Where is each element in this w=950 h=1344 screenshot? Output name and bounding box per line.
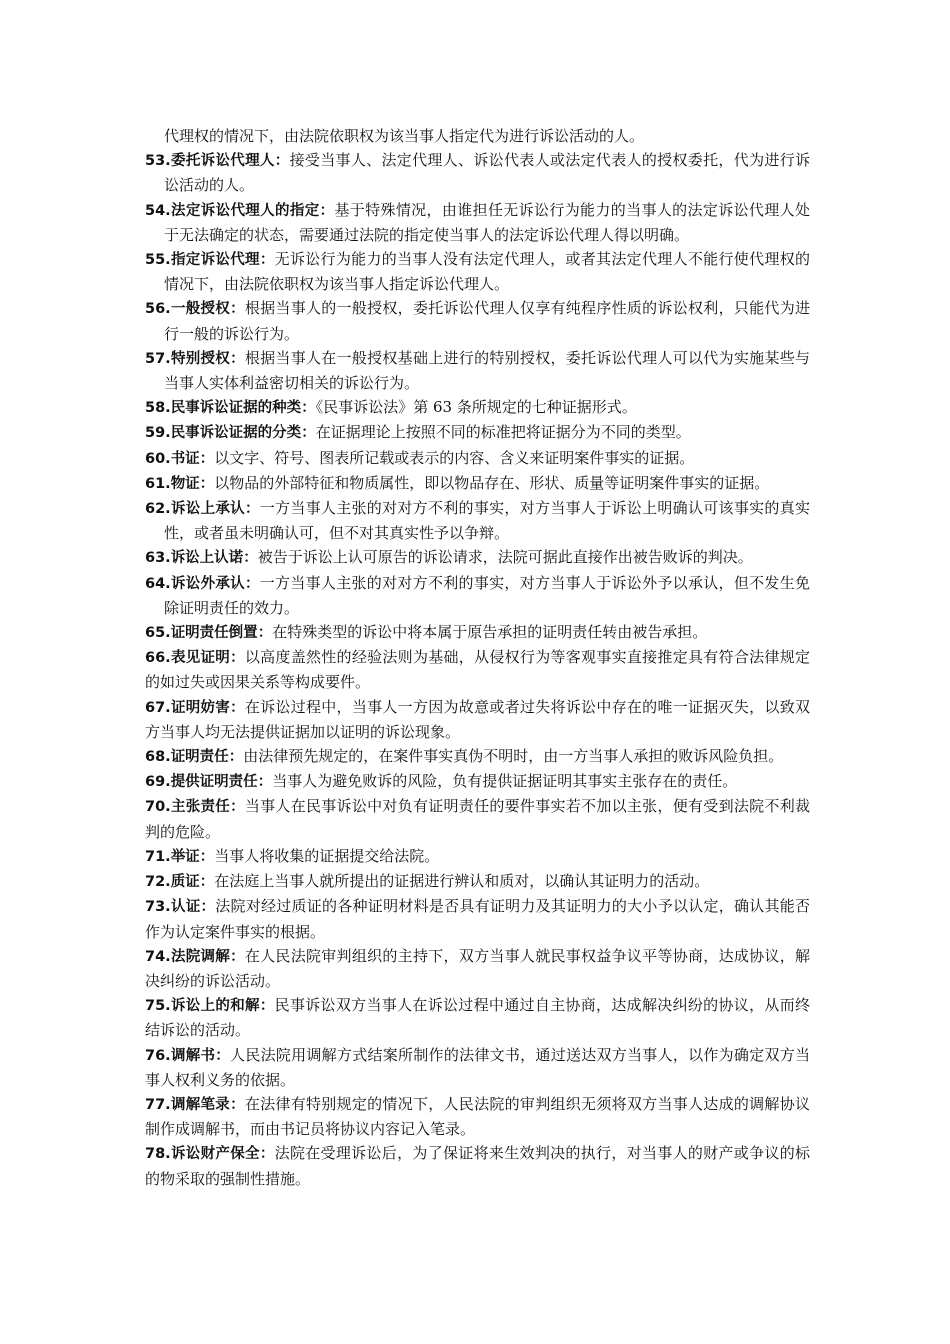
entry-definition: 以高度盖然性的经验法则为基础，从侵权行为等客观事实直接推定具有符合法律规定的如过失或因果关系等构成要件。 xyxy=(145,648,810,692)
entry-term: 证明责任 xyxy=(170,749,229,766)
entry-definition: 人民法院用调解方式结案所制作的法律文书，通过送达双方当事人，以作为确定双方当事人权利义务的依据。 xyxy=(145,1045,811,1089)
entry-term: 民事诉讼证据的分类 xyxy=(170,425,302,442)
entry-number: 77. xyxy=(145,1096,171,1113)
entry-term: 一般授权 xyxy=(170,301,231,318)
entry-definition: 以文字、符号、图表所记载或表示的内容、含义来证明案件事实的证据。 xyxy=(214,448,695,467)
entry-definition: 接受当事人、法定代理人、诉讼代表人或法定代表人的授权委托，代为进行诉讼活动的人。 xyxy=(164,151,811,195)
entry-term: 认证 xyxy=(170,899,201,916)
entry-term: 质证 xyxy=(170,874,200,891)
glossary-entry xyxy=(145,571,810,620)
entry-separator: ： xyxy=(215,1047,231,1064)
entry-separator: ： xyxy=(257,774,273,791)
entry-definition: 基于特殊情况，由谁担任无诉讼行为能力的当事人的法定诉讼代理人处于无法确定的状态，需要通过法院的指定使当事人的法定诉讼代理人得以明确。 xyxy=(164,200,810,244)
glossary-entry xyxy=(145,1043,810,1092)
entry-number: 62. xyxy=(145,501,171,518)
entry-definition: 根据当事人的一般授权，委托诉讼代理人仅享有纯程序性质的诉讼权利，只能代为进行一般的诉讼行为。 xyxy=(164,299,810,343)
glossary-entry xyxy=(145,471,810,496)
entry-definition: 在法律有特别规定的情况下，人民法院的审判组织无须将双方当事人达成的调解协议制作成调解书，而由书记员将协议内容记入笔录。 xyxy=(145,1094,810,1139)
entry-number: 74. xyxy=(145,948,171,965)
entry-definition: 当事人将收集的证据提交给法院。 xyxy=(214,846,440,865)
glossary-entry xyxy=(145,894,810,943)
entry-number: 53. xyxy=(145,153,171,170)
entry-term: 诉讼上认诺 xyxy=(170,550,244,567)
entry-definition: 被告于诉讼上认可原告的诉讼请求，法院可据此直接作出被告败诉的判决。 xyxy=(257,548,753,567)
entry-definition: 根据当事人在一般授权基础上进行的特别授权，委托诉讼代理人可以代为实施某些与当事人实体利益密切相关的诉讼行为。 xyxy=(164,348,810,393)
entry-definition: 法院在受理诉讼后，为了保证将来生效判决的执行，对当事人的财产或争议的标的物采取的强制性措施。 xyxy=(145,1144,811,1188)
glossary-entry xyxy=(145,844,810,869)
entry-term: 表见证明 xyxy=(170,650,231,667)
entry-definition: 在证据理论上按照不同的标准把将证据分为不同的类型。 xyxy=(315,423,691,442)
entry-number: 72. xyxy=(145,874,171,891)
entry-number: 66. xyxy=(145,650,171,667)
entry-definition: 在特殊类型的诉讼中将本属于原告承担的证明责任转由被告承担。 xyxy=(272,623,708,642)
glossary-entry xyxy=(145,545,810,570)
entry-definition: 以物品的外部特征和物质属性，即以物品存在、形状、质量等证明案件事实的证据。 xyxy=(214,473,770,492)
entry-number: 73. xyxy=(145,899,171,916)
entry-term: 指定诉讼代理 xyxy=(170,252,260,269)
entry-definition: 民事诉讼双方当事人在诉讼过程中通过自主协商，达成解决纠纷的协议，从而终结诉讼的活动。 xyxy=(145,996,811,1040)
glossary-entry xyxy=(145,446,810,471)
entry-separator: ： xyxy=(230,350,245,367)
glossary-entry xyxy=(145,247,810,296)
entry-number: 57. xyxy=(145,350,171,367)
entry-separator: ： xyxy=(199,874,215,891)
entry-separator: ： xyxy=(243,550,258,567)
glossary-entry xyxy=(145,993,810,1042)
entry-definition: 当事人在民事诉讼中对负有证明责任的要件事实若不加以主张，便有受到法院不利裁判的危险。 xyxy=(145,797,810,841)
glossary-entry xyxy=(145,944,810,993)
entry-definition: 当事人为避免败诉的风险，负有提供证据证明其事实主张存在的责任。 xyxy=(272,772,738,791)
glossary-page xyxy=(145,124,810,1191)
glossary-entry xyxy=(145,496,810,545)
entry-definition: 由法律预先规定的，在案件事实真伪不明时，由一方当事人承担的败诉风险负担。 xyxy=(243,747,784,766)
glossary-entry xyxy=(145,296,810,345)
entry-term: 法院调解 xyxy=(170,948,231,965)
glossary-entry xyxy=(145,645,810,694)
entry-number: 68. xyxy=(145,749,171,766)
glossary-entry xyxy=(145,1141,810,1190)
entry-term: 调解笔录 xyxy=(170,1096,231,1113)
entry-definition: 一方当事人主张的对对方不利的事实，对方当事人于诉讼外予以承认，但不发生免除证明责任的效力。 xyxy=(164,573,811,617)
entry-separator: ： xyxy=(274,153,290,170)
entry-separator: ： xyxy=(319,202,335,219)
glossary-list xyxy=(145,148,810,1191)
entry-separator: ： xyxy=(199,450,215,467)
glossary-entry xyxy=(145,346,810,395)
glossary-entry xyxy=(145,794,810,843)
entry-term: 举证 xyxy=(170,848,200,865)
entry-definition: 一方当事人主张的对对方不利的事实，对方当事人于诉讼上明确认可该事实的真实性，或者虽未明确认可，但不对其真实性予以争辩。 xyxy=(164,499,811,543)
entry-separator: ： xyxy=(259,998,275,1015)
entry-number: 54. xyxy=(145,202,171,219)
entry-term: 调解书 xyxy=(170,1047,216,1064)
glossary-entry xyxy=(145,1092,810,1141)
entry-separator: ： xyxy=(199,475,215,492)
entry-separator: ： xyxy=(257,625,273,642)
entry-term: 诉讼外承认 xyxy=(170,575,245,592)
entry-term: 特别授权 xyxy=(170,350,231,367)
glossary-entry xyxy=(145,620,810,645)
entry-term: 诉讼上承认 xyxy=(170,501,245,518)
entry-number: 55. xyxy=(145,252,171,269)
entry-number: 70. xyxy=(145,799,171,816)
entry-term: 法定诉讼代理人的指定 xyxy=(170,202,320,219)
entry-number: 56. xyxy=(145,301,171,318)
entry-definition: 《民事诉讼法》第 63 条所规定的七种证据形式。 xyxy=(315,398,637,417)
entry-definition: 在人民法院审判组织的主持下，双方当事人就民事权益争议平等协商，达成协议，解决纠纷的诉讼活动。 xyxy=(145,946,810,990)
entry-separator: ： xyxy=(244,501,260,518)
entry-separator: ： xyxy=(301,400,316,417)
entry-separator: ： xyxy=(244,575,260,592)
glossary-entry xyxy=(145,420,810,445)
glossary-entry xyxy=(145,695,810,744)
entry-number: 63. xyxy=(145,550,171,567)
entry-number: 76. xyxy=(145,1047,171,1064)
entry-separator: ： xyxy=(230,699,245,716)
glossary-entry xyxy=(145,869,810,894)
entry-term: 证明责任倒置 xyxy=(170,625,258,642)
entry-term: 民事诉讼证据的种类 xyxy=(170,400,302,417)
entry-term: 书证 xyxy=(170,450,200,467)
glossary-entry xyxy=(145,769,810,794)
entry-number: 61. xyxy=(145,475,171,492)
continued-definition: 代理权的情况下，由法院依职权为该当事人指定代为进行诉讼活动的人。 xyxy=(164,127,645,145)
entry-number: 60. xyxy=(145,450,171,467)
entry-number: 71. xyxy=(145,848,171,865)
entry-separator: ： xyxy=(199,848,215,865)
entry-number: 58. xyxy=(145,400,171,417)
entry-definition: 无诉讼行为能力的当事人没有法定代理人，或者其法定代理人不能行使代理权的情况下，由法院依职权为该当事人指定诉讼代理人。 xyxy=(164,250,811,294)
entry-term: 证明妨害 xyxy=(170,699,231,716)
entry-separator: ： xyxy=(230,301,245,318)
entry-term: 诉讼上的和解 xyxy=(170,998,260,1015)
entry-term: 诉讼财产保全 xyxy=(170,1146,260,1163)
entry-number: 75. xyxy=(145,998,171,1015)
entry-term: 提供证明责任 xyxy=(170,774,258,791)
entry-term: 物证 xyxy=(170,475,200,492)
glossary-entry xyxy=(145,198,810,247)
entry-definition: 法院对经过质证的各种证明材料是否具有证明力及其证明力的大小予以认定，确认其能否作为认定案件事实的根据。 xyxy=(145,897,811,941)
glossary-entry xyxy=(145,395,810,420)
entry-number: 69. xyxy=(145,774,171,791)
entry-term: 委托诉讼代理人 xyxy=(170,153,275,170)
entry-separator: ： xyxy=(259,1146,275,1163)
entry-separator: ： xyxy=(228,749,244,766)
entry-definition: 在诉讼过程中，当事人一方因为故意或者过失将诉讼中存在的唯一证据灭失，以致双方当事人均无法提供证据加以证明的诉讼现象。 xyxy=(145,697,810,741)
entry-number: 59. xyxy=(145,425,171,442)
entry-number: 67. xyxy=(145,699,171,716)
entry-definition: 在法庭上当事人就所提出的证据进行辨认和质对，以确认其证明力的活动。 xyxy=(214,872,710,891)
entry-number: 78. xyxy=(145,1146,171,1163)
entry-separator: ： xyxy=(230,650,245,667)
entry-number: 64. xyxy=(145,575,171,592)
glossary-entry xyxy=(145,744,810,769)
entry-separator: ： xyxy=(230,948,245,965)
entry-separator: ： xyxy=(230,1096,245,1113)
entry-separator: ： xyxy=(301,425,316,442)
entry-separator: ： xyxy=(200,899,216,916)
entry-separator: ： xyxy=(259,252,275,269)
glossary-entry xyxy=(145,148,810,197)
entry-number: 65. xyxy=(145,625,171,642)
entry-term: 主张责任 xyxy=(170,799,231,816)
entry-separator: ： xyxy=(230,799,245,816)
